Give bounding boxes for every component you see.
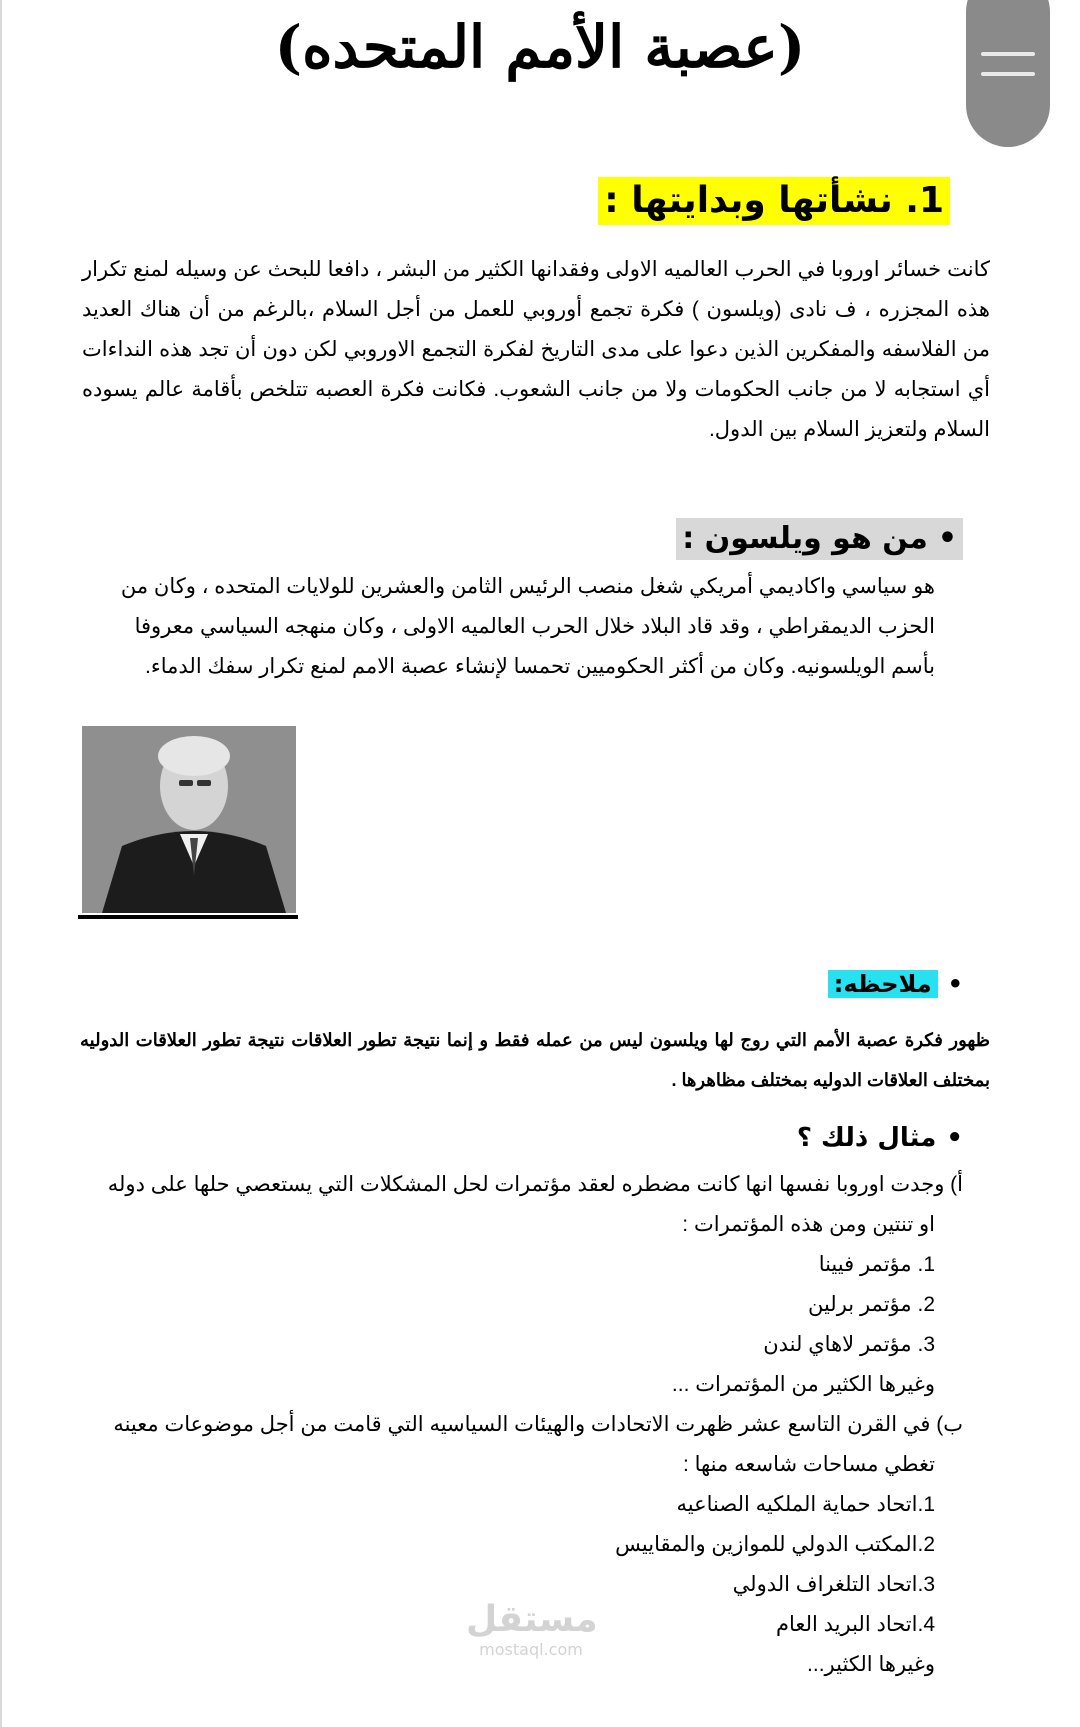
wilson-heading-label: من هو ويلسون : bbox=[682, 521, 928, 556]
watermark-logo: مستقل bbox=[466, 1599, 598, 1640]
watermark bbox=[466, 1600, 596, 1660]
unions-more: وغيرها الكثير... bbox=[807, 1653, 935, 1676]
example-a-line1: أ) وجدت اوروبا نفسها انها كانت مضطره لعقد مؤتمرات لحل المشكلات التي يستعصي حلها على دوله bbox=[107, 1173, 963, 1196]
note-paragraph: ظهور فكرة عصبة الأمم التي روج لها ويلسون ليس من عمله فقط و إنما نتيجة تطور العلاقات نتيجة تطور العلاقات الدوليه بمختلف العلاقات الدوليه بمختلف مظاهرها . bbox=[80, 1030, 990, 1090]
conference-item: 3. مؤتمر لاهاي لندن bbox=[763, 1333, 935, 1356]
conference-item: 2. مؤتمر برلين bbox=[807, 1293, 935, 1316]
section-heading-origin: 1. نشأتها وبدايتها : bbox=[598, 177, 950, 225]
page-title: (عصبة الأمم المتحده) bbox=[274, 13, 806, 81]
bullet-icon: • bbox=[947, 970, 963, 998]
example-heading-label: مثال ذلك ؟ bbox=[796, 1123, 937, 1153]
union-item: 1.اتحاد حماية الملكيه الصناعيه bbox=[676, 1493, 935, 1516]
bullet-icon: • bbox=[937, 521, 957, 556]
watermark-url: mostaql.com bbox=[479, 1640, 583, 1659]
note-heading-label: ملاحظه: bbox=[828, 970, 938, 998]
wilson-paragraph: هو سياسي واكاديمي أمريكي شغل منصب الرئيس الثامن والعشرين للولايات المتحده ، وكان من الحزب الديمقراطي ، وقد قاد البلاد خلال الحرب العالميه الاولى ، وكان منهجه السياسي معروفا بأسم الويلسونيه. وكان من أكثر الحكوميين تحمسا لإنشاء عصبة الامم لمنع تكرار سفك الدماء. bbox=[120, 575, 935, 678]
union-item: 2.المكتب الدولي للموازين والمقاييس bbox=[615, 1533, 935, 1556]
conference-item: 1. مؤتمر فيينا bbox=[818, 1253, 935, 1276]
example-b-line2: تغطي مساحات شاسعه منها : bbox=[682, 1453, 935, 1476]
union-item: 4.اتحاد البريد العام bbox=[776, 1613, 935, 1636]
bullet-icon: • bbox=[946, 1123, 963, 1153]
example-b-line1: ب) في القرن التاسع عشر ظهرت الاتحادات والهيئات السياسيه التي قامت من أجل موضوعات معينه bbox=[113, 1413, 963, 1436]
conferences-more: وغيرها الكثير من المؤتمرات ... bbox=[671, 1373, 935, 1396]
union-item: 3.اتحاد التلغراف الدولي bbox=[732, 1573, 935, 1596]
origin-paragraph: كانت خسائر اوروبا في الحرب العالميه الاولى وفقدانها الكثير من البشر ، دافعا للبحث عن وسيله لمنع تكرار هذه المجزره ، ف نادى (ويلسون ) فكرة تجمع أوروبي للعمل من أجل السلام ،بالرغم من أن هناك العديد من الفلاسفه والمفكرين الذين دعوا على مدى التاريخ لفكرة التجمع الاوروبي لكن دون أن تجد هذه النداءات أي استجابه لا من جانب الحكومات ولا من جانب الشعوب. فكانت فكرة العصبه تتلخص بأقامة عالم يسوده السلام ولتعزيز السلام بين الدول. bbox=[82, 258, 990, 441]
example-a-line2: او تنتين ومن هذه المؤتمرات : bbox=[682, 1213, 935, 1236]
